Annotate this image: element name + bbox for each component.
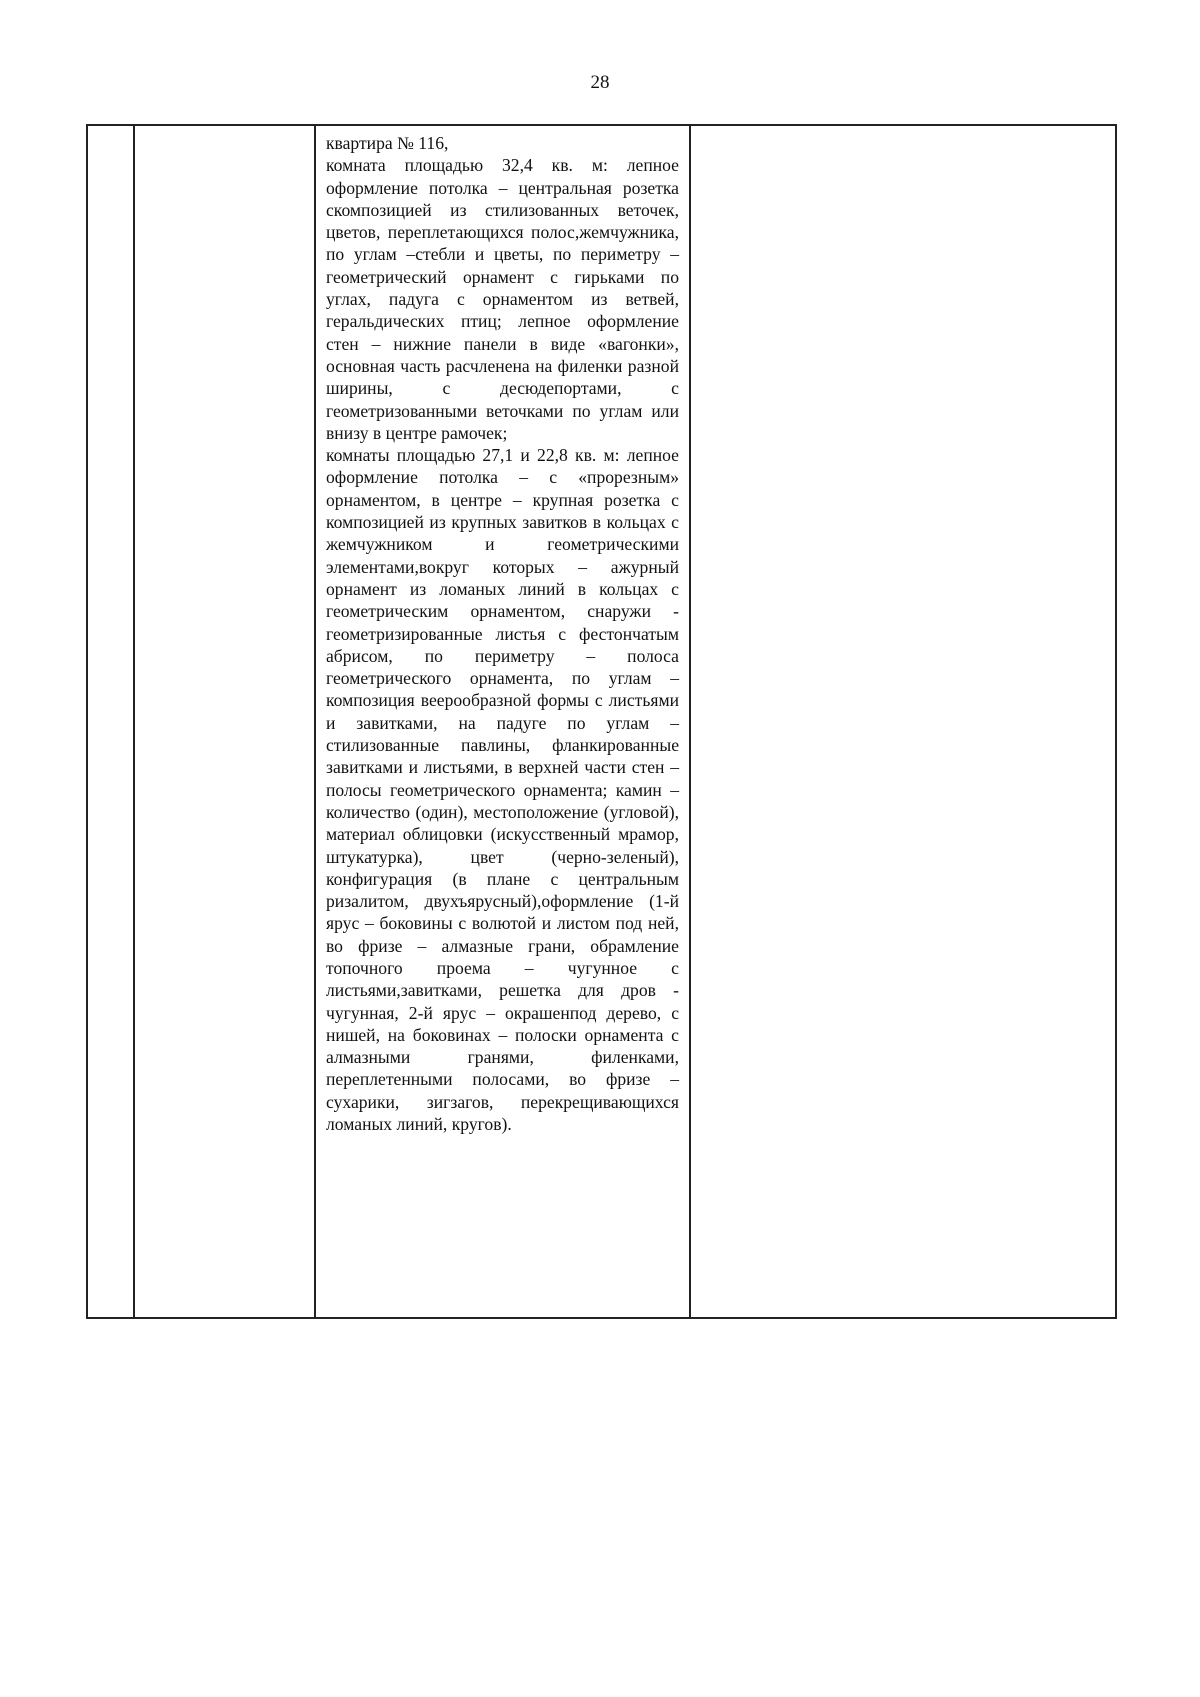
description-paragraph: комнаты площадью 27,1 и 22,8 кв. м: лепное оформление потолка – с «прорезным» орнаментом, в центре – крупная розетка с композицией из крупных завитков в кольцах с жемчужником и геометрическими элементами,вокруг которых – ажурный орнамент из ломаных линий в кольцах с геометрическим орнаментом, снаружи - геометризированные листья с фестончатым абрисом, по периметру – полоса геометрического орнамента, по углам – композиция веерообразной формы с листьями и завитками, на падуге по углам – стилизованные павлины, фланкированные завитками и листьями, в верхней части стен – полосы геометрического орнамента; камин – количество (один), местоположение (угловой), материал облицовки (искусственный мрамор, штукатурка), цвет (черно-зеленый), конфигурация (в плане с центральным ризалитом, двухъярусный),оформление (1-й ярус – боковины с волютой и листом под ней, во фризе – алмазные грани, обрамление топочного проема – чугунное с листьями,завитками, решетка для дров - чугунная, 2-й ярус – окрашенпод дерево, с нишей, на боковинах – полоски орнамента с алмазными гранями, филенками, переплетенными полосами, во фризе – сухарики, зигзагов, перекрещивающихся ломаных линий, кругов). — [326, 445, 679, 1135]
table-cell-name — [134, 125, 315, 1318]
description-paragraph: квартира № 116, — [326, 133, 449, 153]
description-paragraph: комната площадью 32,4 кв. м: лепное оформление потолка – центральная розетка скомпозицией из стилизованных веточек, цветов, переплетающихся полос,жемчужника, по углам –стебли и цветы, по периметру – геометрический орнамент с гирьками по углах, падуга с орнаментом из ветвей, геральдических птиц; лепное оформление стен – нижние панели в виде «вагонки», основная часть расчленена на филенки разной ширины, с десюдепортами, с геометризованными веточками по углам или внизу в центре рамочек; — [326, 155, 679, 443]
table-row — [87, 125, 1116, 1318]
table-cell-notes — [690, 125, 1116, 1318]
object-table — [86, 124, 1117, 1319]
description-text — [316, 126, 689, 1135]
table-cell-number — [87, 125, 134, 1318]
page-number: 28 — [590, 72, 610, 93]
table-cell-description — [315, 125, 690, 1318]
